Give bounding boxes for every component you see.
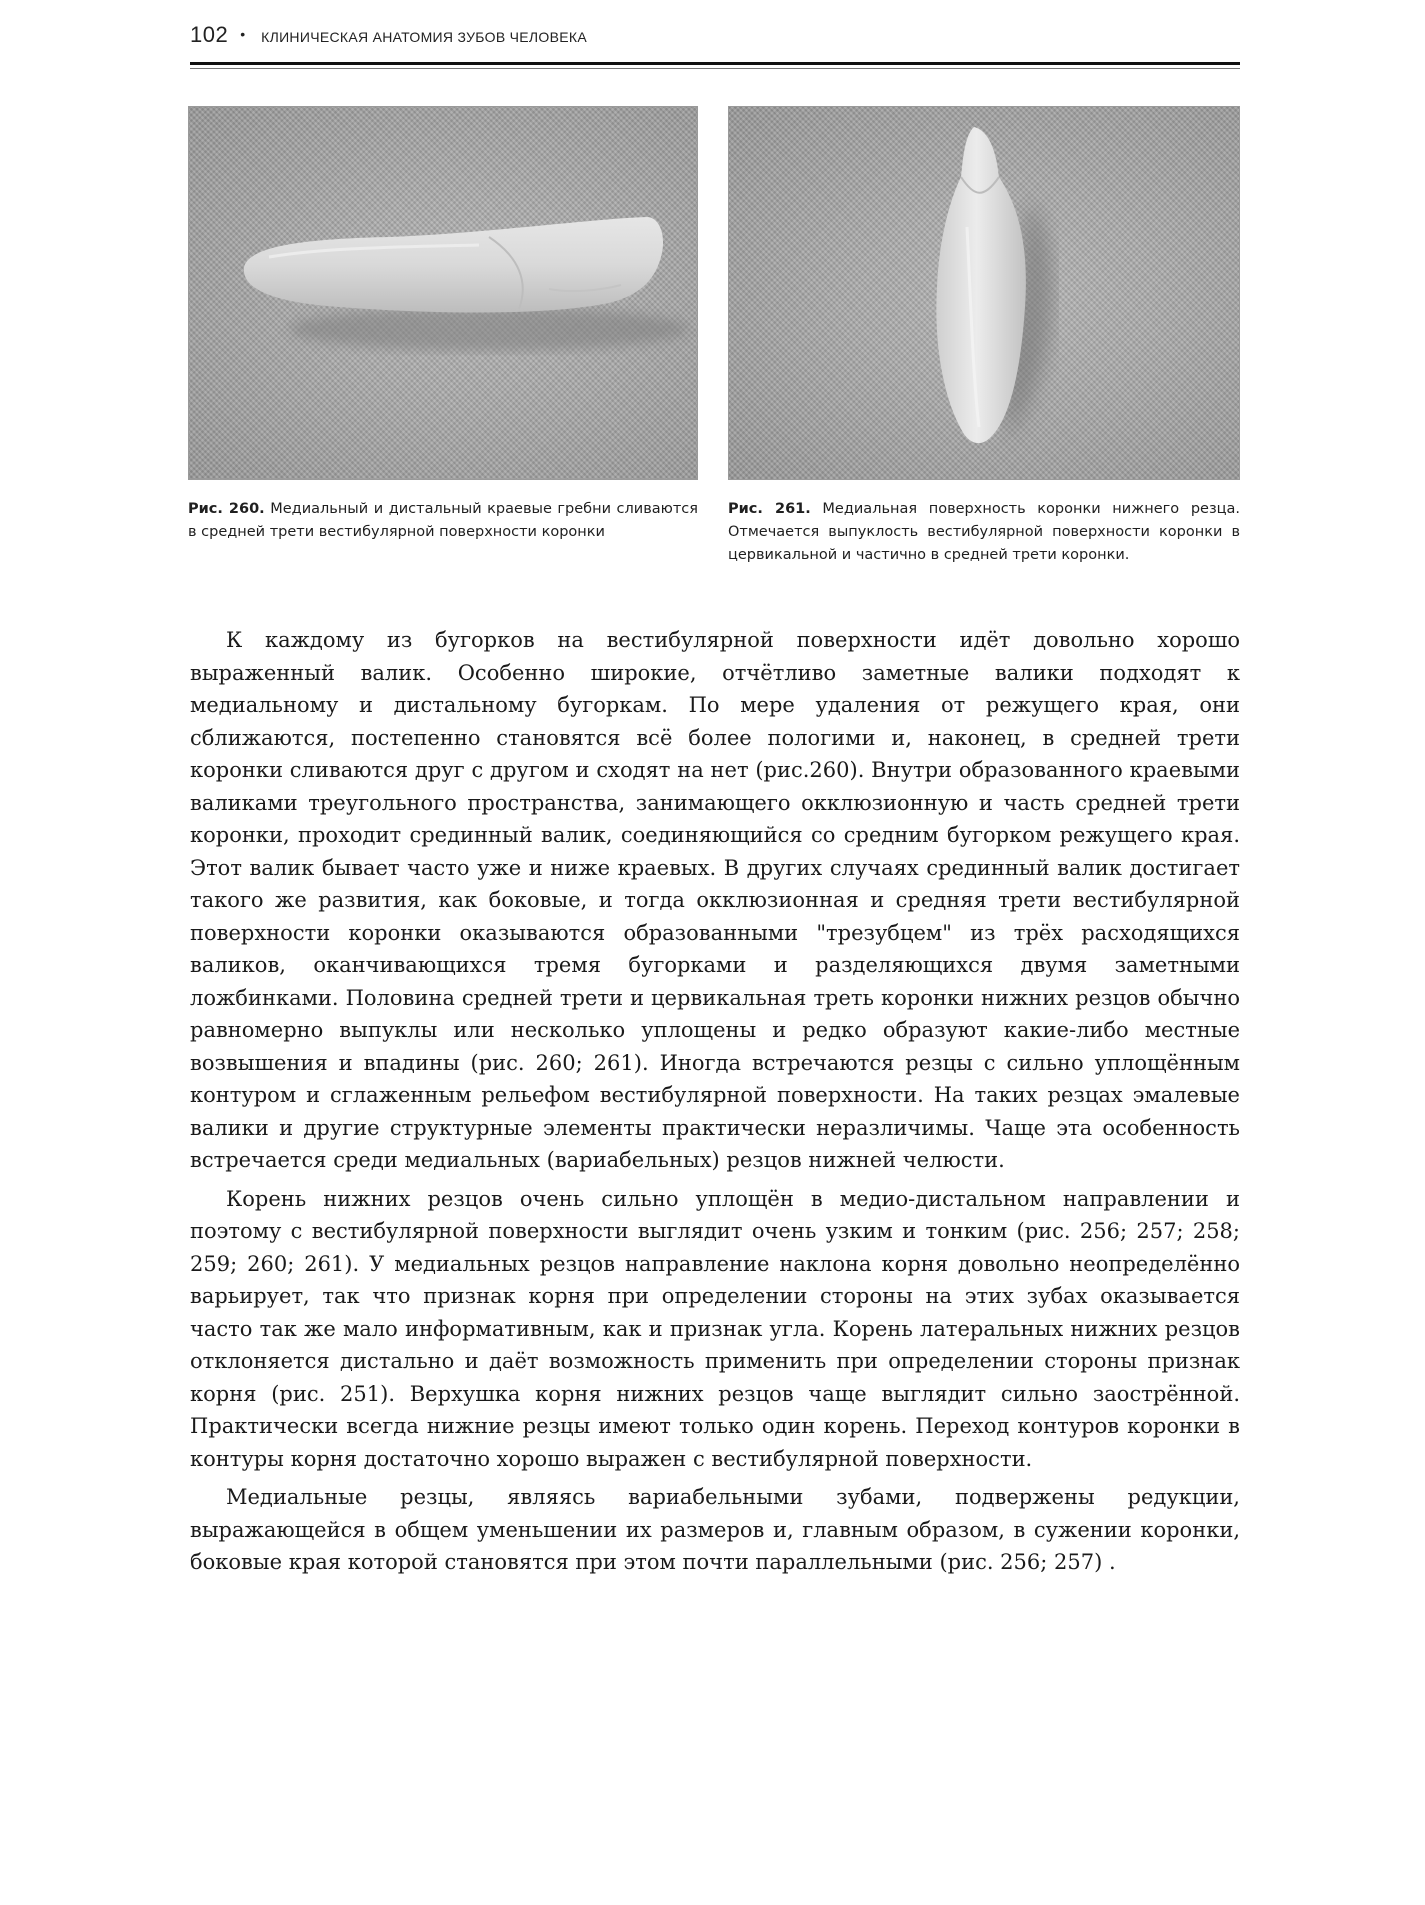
tooth-medial-view-icon bbox=[729, 107, 1240, 479]
paragraph: К каждому из бугорков на вестибулярной поверхности идёт довольно хорошо выраженный валик. Особенно широкие, отчётливо заметные валики подходят к медиальному и дистальному бугоркам. По мере удаления от режущего края, они сближаются, постепенно становятся всё более пологими и, наконец, в средней трети коронки сливаются друг с другом и сходят на нет (рис.260). Внутри образованного краевыми валиками треугольного пространства, занимающего окклюзионную и часть средней трети коронки, проходит срединный валик, соединяющийся со средним бугорком режущего края. Этот валик бывает часто уже и ниже краевых. В других случаях срединный валик достигает такого же развития, как боковые, и тогда окклюзионная и средняя трети вестибулярной поверхности коронки оказываются образованными "трезубцем" из трёх расходящихся валиков, оканчивающихся тремя бугорками и разделяющихся двумя заметными ложбинками. Половина средней трети и цервикальная треть коронки нижних резцов обычно равномерно выпуклы или несколько уплощены и редко образуют какие-либо местные возвышения и впадины (рис. 260; 261). Иногда встречаются резцы с сильно уплощённым контуром и сглаженным рельефом вестибулярной поверхности. На таких резцах эмалевые валики и другие структурные элементы практически неразличимы. Чаще эта особенность встречается среди медиальных (вариабельных) резцов нижней челюсти. bbox=[190, 628, 1240, 1172]
running-title: КЛИНИЧЕСКАЯ АНАТОМИЯ ЗУБОВ ЧЕЛОВЕКА bbox=[261, 29, 587, 45]
header-rule-thin bbox=[190, 68, 1240, 69]
figure-261-label: Рис. 261. bbox=[728, 501, 811, 517]
figure-261-caption bbox=[728, 498, 1240, 567]
header-bullet: • bbox=[240, 26, 246, 42]
figure-260-caption-text: Медиальный и дистальный краевые гребни сливаются в средней трети вестибулярной поверхности коронки bbox=[188, 501, 699, 540]
page-header bbox=[190, 22, 1240, 74]
figure-261 bbox=[728, 106, 1240, 567]
tooth-side-view-icon bbox=[189, 107, 698, 479]
figure-260 bbox=[188, 106, 698, 544]
figure-260-photo bbox=[188, 106, 698, 480]
figure-260-label: Рис. 260. bbox=[188, 501, 265, 517]
header-rule bbox=[190, 62, 1240, 65]
figure-260-caption bbox=[188, 498, 698, 544]
page-number: 102 bbox=[190, 22, 229, 47]
header-line bbox=[190, 22, 587, 48]
body-text bbox=[190, 624, 1240, 1585]
figure-261-photo bbox=[728, 106, 1240, 480]
paragraph: Корень нижних резцов очень сильно уплощён в медио-дистальном направлении и поэтому с вестибулярной поверхности выглядит очень узким и тонким (рис. 256; 257; 258; 259; 260; 261). У медиальных резцов направление наклона корня довольно неопределённо варьирует, так что признак корня при определении стороны на этих зубах оказывается часто так же мало информативным, как и признак угла. Корень латеральных нижних резцов отклоняется дистально и даёт возможность применить при определении стороны признак корня (рис. 251). Верхушка корня нижних резцов чаще выглядит сильно заострённой. Практически всегда нижние резцы имеют только один корень. Переход контуров коронки в контуры корня достаточно хорошо выражен с вестибулярной поверхности. bbox=[190, 1186, 1240, 1471]
paragraph: Медиальные резцы, являясь вариабельными зубами, подвержены редукции, выражающейся в общем уменьшении их размеров и, главным образом, в сужении коронки, боковые края которой становятся при этом почти параллельными (рис. 256; 257) . bbox=[190, 1485, 1240, 1574]
figure-261-caption-text: Медиальная поверхность коронки нижнего резца. Отмечается выпуклость вестибулярной поверхности коронки в цервикальной и частично в средней трети коронки. bbox=[728, 501, 1241, 563]
